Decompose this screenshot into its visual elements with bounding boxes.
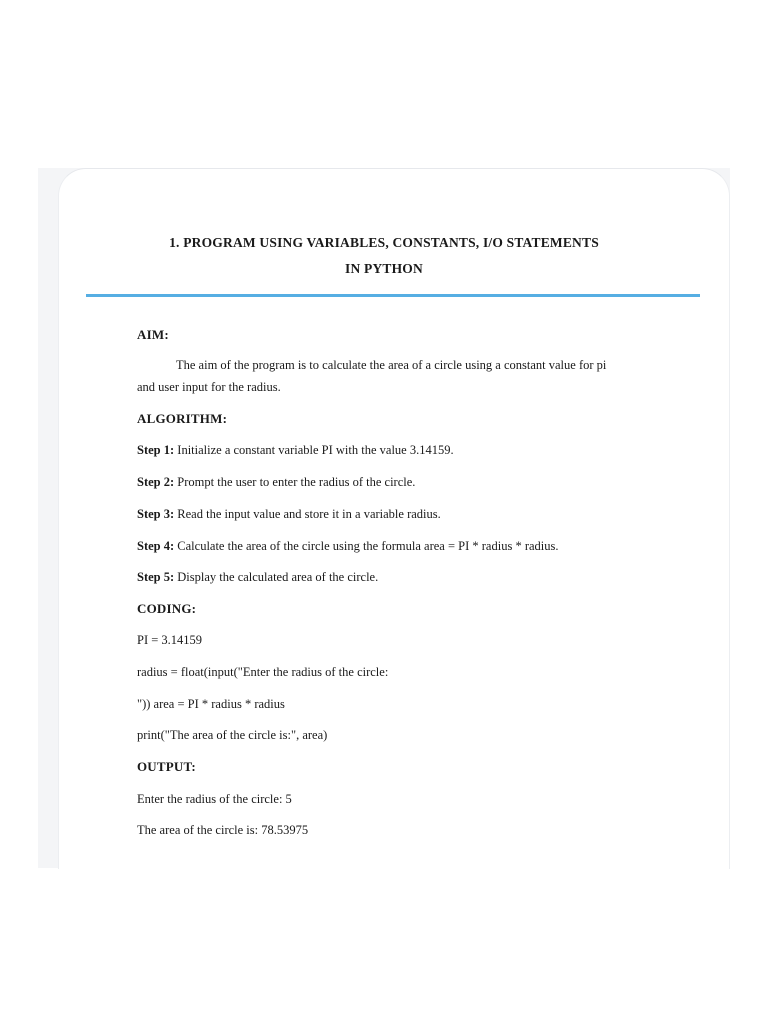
step-2-text: Prompt the user to enter the radius of the circle. [174,475,416,489]
output-line-1: Enter the radius of the circle: 5 [137,792,292,806]
algorithm-step-4 [137,539,559,554]
title-divider [86,294,700,297]
step-3-text: Read the input value and store it in a variable radius. [174,507,441,521]
step-5-label: Step 5: [137,570,175,584]
step-4-text: Calculate the area of the circle using the formula area = PI * radius * radius. [174,539,559,553]
code-line-1: PI = 3.14159 [137,633,203,647]
step-4-label: Step 4: [137,539,175,553]
output-line-2: The area of the circle is: 78.53975 [137,823,309,837]
document-title-line-1: 1. PROGRAM USING VARIABLES, CONSTANTS, I/O STATEMENTS [169,235,599,250]
aim-heading: AIM: [137,327,169,342]
algorithm-step-3 [137,507,441,522]
document-title-line-2: IN PYTHON [345,261,423,276]
step-1-label: Step 1: [137,443,175,457]
output-heading: OUTPUT: [137,759,196,774]
coding-heading: CODING: [137,601,197,616]
code-line-2: radius = float(input("Enter the radius of the circle: [137,665,389,679]
aim-text-line-2: and user input for the radius. [137,380,281,394]
step-3-label: Step 3: [137,507,175,521]
step-1-text: Initialize a constant variable PI with the value 3.14159. [174,443,454,457]
algorithm-step-2 [137,475,415,490]
aim-text-line-1: The aim of the program is to calculate the area of a circle using a constant value for pi [176,358,607,372]
algorithm-heading: ALGORITHM: [137,411,228,426]
step-5-text: Display the calculated area of the circle. [174,570,379,584]
code-line-3: ")) area = PI * radius * radius [137,697,285,711]
step-2-label: Step 2: [137,475,175,489]
code-line-4: print("The area of the circle is:", area) [137,728,328,742]
algorithm-step-5 [137,570,378,585]
algorithm-step-1 [137,443,454,458]
